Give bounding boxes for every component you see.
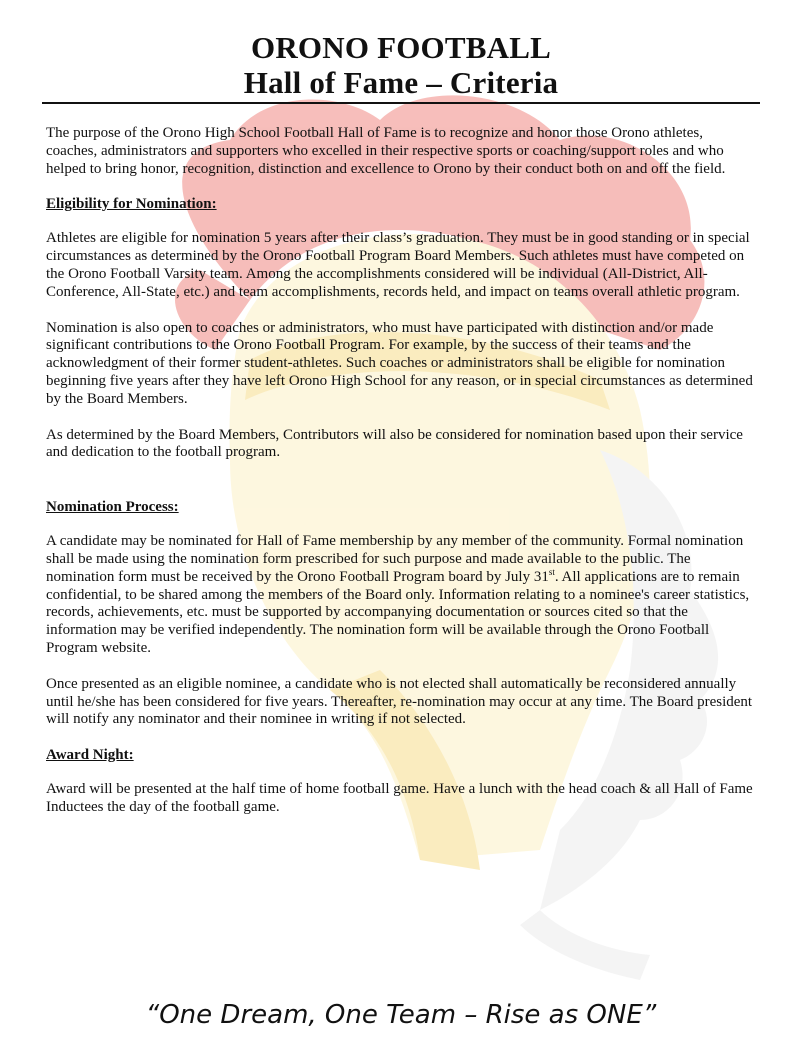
nomination-paragraph-2: Once presented as an eligible nominee, a candidate who is not elected shall automatically be reconsidered annually until he/she has been considered for five years. Thereafter, re-nomination may occur at any time. The Board president will notify any nominator and their nominee in writing if not selected. bbox=[46, 675, 753, 728]
eligibility-heading: Eligibility for Nomination: bbox=[46, 196, 217, 213]
title-divider bbox=[42, 102, 760, 104]
nomination-text-b: . All applications are to remain confidential, to be shared among the members of the Board only. Information relating to a nominee's career statistics, records, achievements, etc. must be supported by accompanying documentation or sources cited so that the information may be verified independently. The nomination form will be available through the Orono Football Program website. bbox=[46, 568, 750, 656]
award-heading: Award Night: bbox=[46, 747, 134, 764]
nomination-paragraph-1 bbox=[46, 533, 756, 658]
eligibility-paragraph-1: Athletes are eligible for nomination 5 years after their class’s graduation. They must be in good standing or in special circumstances as determined by the Orono Football Program Board Members. Such athletes must have competed on the Orono Football Varsity team. Among the accomplishments considered will be individual (All-District, All-Conference, All-State, etc.) and team accomplishments, records held, and impact on teams overall athletic program. bbox=[46, 230, 750, 300]
nomination-heading: Nomination Process: bbox=[46, 499, 179, 516]
award-paragraph: Award will be presented at the half time of home football game. Have a lunch with the head coach & all Hall of Fame Inductees the day of the football game. bbox=[46, 781, 753, 815]
document-page bbox=[0, 30, 802, 817]
eligibility-paragraph-3: As determined by the Board Members, Contributors will also be considered for nomination based upon their service and dedication to the football program. bbox=[46, 426, 743, 461]
title-line-1: ORONO FOOTBALL bbox=[251, 30, 551, 65]
document-title bbox=[46, 30, 756, 100]
eligibility-paragraph-2: Nomination is also open to coaches or administrators, who must have participated with distinction and/or made significant contributions to the Orono Football Program. For example, by the success of their teams and the acknowledgment of their former student-athletes. Such coaches or administrators shall be eligible for nomination beginning five years after they have left Orono High School for any reason, or in special circumstances as determined by the Board Members. bbox=[46, 319, 753, 407]
footer-motto: “One Dream, One Team – Rise as ONE” bbox=[145, 1000, 657, 1030]
ordinal-suffix: st bbox=[548, 566, 555, 577]
title-line-2: Hall of Fame – Criteria bbox=[243, 65, 559, 100]
nomination-text-a: A candidate may be nominated for Hall of Fame membership by any member of the community. Formal nomination shall be made using the nomination form prescribed for such purpose and made available to the public. The nomination form must be received by the Orono Football Program board by July 31 bbox=[46, 533, 744, 585]
intro-paragraph: The purpose of the Orono High School Football Hall of Fame is to recognize and honor those Orono athletes, coaches, administrators and supporters who excelled in their respective sports or coaching/support roles and who helped to bring honor, recognition, distinction and excellence to Orono by their conduct both on and off the field. bbox=[46, 125, 726, 177]
